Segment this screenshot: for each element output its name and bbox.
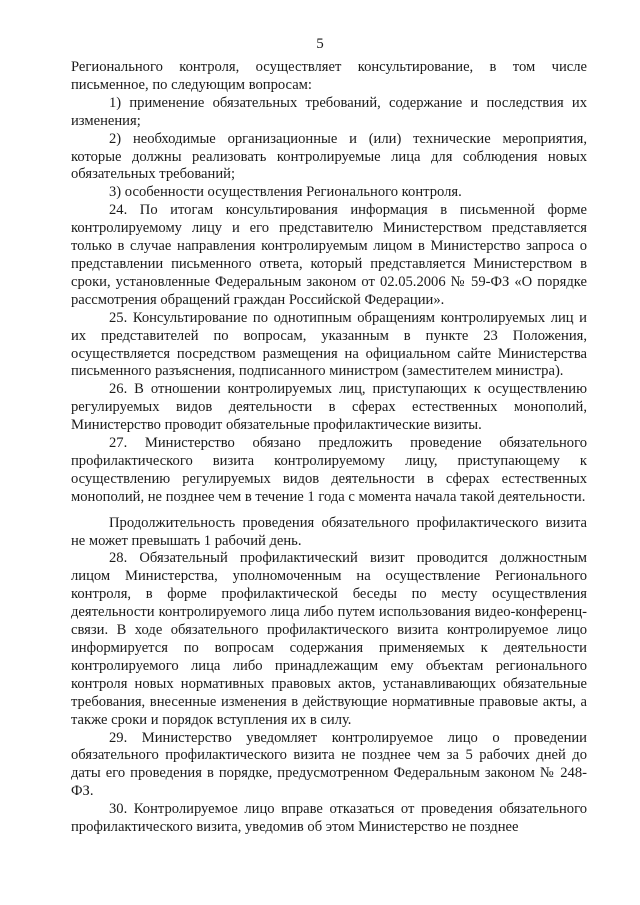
clause-25: 25. Консультирование по однотипным обращениям контролируемых лиц и их представителей по вопросам, указанным в пункте 23 Положения, осуществляется посредством размещения на официальном сайте Министерства письменного разъяснения, подписанного министром (заместителем министра). (71, 309, 587, 380)
clause-30: 30. Контролируемое лицо вправе отказаться от проведения обязательного профилактического визита, уведомив об этом Министерство не позднее (71, 801, 587, 836)
clause-26: 26. В отношении контролируемых лиц, приступающих к осуществлению регулируемых видов деятельности в сферах естественных монополий, Министерство проводит обязательные профилактические визиты. (71, 381, 587, 434)
clause-29: 29. Министерство уведомляет контролируемое лицо о проведении обязательного профилактического визита не позднее чем за 5 рабочих дней до даты его проведения в порядке, предусмотренном Федеральным законом № 248-ФЗ. (71, 729, 587, 800)
document-body (71, 59, 587, 837)
clause-27: 27. Министерство обязано предложить проведение обязательного профилактического визита контролируемому лицу, приступающему к осуществлению регулируемых видов деятельности в сферах естественных монополий, не позднее чем в течение 1 года с момента начала такой деятельности. (71, 435, 587, 505)
clause-27-duration: Продолжительность проведения обязательного профилактического визита не может превышать 1 рабочий день. (71, 514, 587, 549)
page-number: 5 (316, 36, 324, 52)
list-item-2: 2) необходимые организационные и (или) технические мероприятия, которые должны реализовать контролируемые лица для соблюдения новых обязательных требований; (71, 130, 587, 183)
list-item-1: 1) применение обязательных требований, содержание и последствия их изменения; (71, 94, 587, 129)
list-item-3: 3) особенности осуществления Регионального контроля. (109, 184, 462, 201)
clause-24: 24. По итогам консультирования информация в письменной форме контролируемому лицу и его представителю Министерством представляется только в случае направления контролируемым лицом в Министерство запроса о представлении письменного ответа, который представляется Министерством в сроки, установленные Федеральным законом от 02.05.2006 № 59-ФЗ «О порядке рассмотрения обращений граждан Российской Федерации». (71, 202, 587, 308)
clause-28: 28. Обязательный профилактический визит проводится должностным лицом Министерства, уполномоченным на осуществление Регионального контроля, в форме профилактической беседы по месту осуществления деятельности контролируемого лица либо путем использования видео-конференц-связи. В ходе обязательного профилактического визита контролируемое лицо информируется по вопросам содержания применяемых к деятельности контролируемого лица либо принадлежащим ему объектам регионального контроля новых нормативных правовых актов, устанавливающих обязательные требования, внесенные изменения в действующие нормативные правовые акты, а также сроки и порядок вступления их в силу. (71, 550, 587, 728)
paragraph-continuation: Регионального контроля, осуществляет консультирование, в том числе письменное, по следующим вопросам: (71, 59, 587, 93)
